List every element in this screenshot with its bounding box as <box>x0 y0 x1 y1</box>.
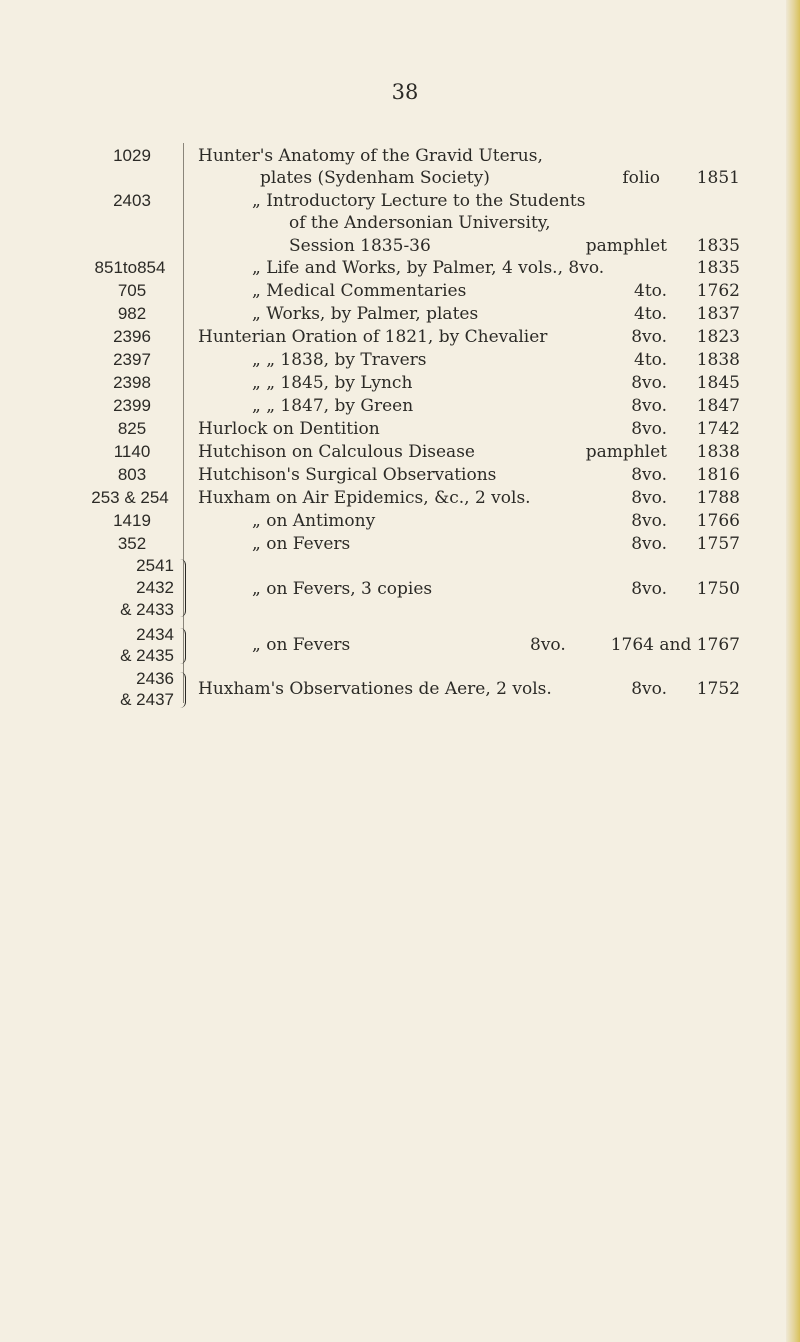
catalog-number: 2398 <box>113 373 151 392</box>
entry-year: 1757 <box>696 534 740 554</box>
entry-title: „ „ 1845, by Lynch <box>252 373 413 393</box>
catalog-number: 2397 <box>113 350 151 369</box>
entry-title: „ Medical Commentaries <box>252 281 467 301</box>
entry-title: „ „ 1847, by Green <box>252 396 414 416</box>
catalog-number: 2436 <box>136 669 174 688</box>
catalog-number: 253 & 254 <box>91 488 169 507</box>
entry-year: 1851 <box>696 168 740 188</box>
entry-format: 4to. <box>634 281 667 301</box>
entry-year: 1835 <box>696 258 740 278</box>
catalog-number: 705 <box>117 281 147 300</box>
entry-title: Hunter's Anatomy of the Gravid Uterus, <box>198 146 543 166</box>
brace-mark <box>175 628 186 664</box>
entry-year: 1764 and 1767 <box>610 635 740 655</box>
entry-year: 1837 <box>696 304 740 324</box>
catalog-number: 2396 <box>113 327 151 346</box>
catalog-number-group <box>86 555 186 625</box>
entry-title-continued: Session 1835-36 <box>289 236 431 256</box>
entry-title: „ on Fevers, 3 copies <box>252 579 433 599</box>
catalog-number: 2434 <box>136 625 174 644</box>
entry-year: 1752 <box>696 679 740 699</box>
entry-year: 1838 <box>696 350 740 370</box>
entry-title-continued: of the Andersonian University, <box>289 213 551 233</box>
entry-title: Hunterian Oration of 1821, by Chevalier <box>198 327 548 347</box>
entry-title: „ Works, by Palmer, plates <box>252 304 479 324</box>
brace-mark <box>175 672 186 708</box>
catalog-number: 982 <box>117 304 147 323</box>
entry-title: „ on Fevers <box>252 635 351 655</box>
catalog-number: & 2435 <box>120 646 174 665</box>
catalog-number: & 2437 <box>120 690 174 709</box>
entry-title-continued: plates (Sydenham Society) <box>260 168 490 188</box>
entry-title: „ Life and Works, by Palmer, 4 vols., 8vo. <box>252 258 605 278</box>
entry-year: 1766 <box>696 511 740 531</box>
entry-format: 8vo. <box>631 534 667 554</box>
catalog-number: 352 <box>117 534 147 553</box>
entry-format: 8vo. <box>530 635 566 655</box>
entry-year: 1816 <box>696 465 740 485</box>
catalog-number: 825 <box>117 419 147 438</box>
brace-mark <box>175 559 186 617</box>
catalog-number: 2432 <box>136 578 174 597</box>
catalog-number: 851to854 <box>94 258 166 277</box>
entry-format: 8vo. <box>631 511 667 531</box>
entry-format: pamphlet <box>585 442 667 462</box>
entry-format: 4to. <box>634 350 667 370</box>
entry-format: folio <box>622 168 660 188</box>
entry-format: pamphlet <box>585 236 667 256</box>
entry-format: 4to. <box>634 304 667 324</box>
entry-year: 1847 <box>696 396 740 416</box>
page-number: 38 <box>391 80 419 104</box>
catalog-number: 2399 <box>113 396 151 415</box>
catalog-number: 1140 <box>113 442 151 461</box>
entry-format: 8vo. <box>631 396 667 416</box>
entry-year: 1788 <box>696 488 740 508</box>
entry-year: 1762 <box>696 281 740 301</box>
catalog-number: 1029 <box>113 146 151 165</box>
catalog-number: 2403 <box>113 191 151 210</box>
entry-title: „ Introductory Lecture to the Students <box>252 191 586 211</box>
entry-format: 8vo. <box>631 327 667 347</box>
entry-title: Hurlock on Dentition <box>198 419 380 439</box>
catalog-number-group <box>86 624 186 670</box>
entry-year: 1823 <box>696 327 740 347</box>
entry-format: 8vo. <box>631 465 667 485</box>
catalog-number-group <box>86 668 186 714</box>
entry-format: 8vo. <box>631 419 667 439</box>
entry-format: 8vo. <box>631 579 667 599</box>
entry-title: Huxham's Observationes de Aere, 2 vols. <box>198 679 552 699</box>
entry-year: 1750 <box>696 579 740 599</box>
catalog-number: 1419 <box>113 511 151 530</box>
entry-title: Huxham on Air Epidemics, &c., 2 vols. <box>198 488 531 508</box>
catalog-number: 2541 <box>136 556 174 575</box>
entry-year: 1742 <box>696 419 740 439</box>
entry-year: 1835 <box>696 236 740 256</box>
entry-title: Hutchison on Calculous Disease <box>198 442 475 462</box>
entry-format: 8vo. <box>631 488 667 508</box>
entry-year: 1845 <box>696 373 740 393</box>
entry-title: „ „ 1838, by Travers <box>252 350 427 370</box>
entry-title: „ on Fevers <box>252 534 351 554</box>
catalog-number: 803 <box>117 465 147 484</box>
entry-format: 8vo. <box>631 373 667 393</box>
catalog-number: & 2433 <box>120 600 174 619</box>
entry-year: 1838 <box>696 442 740 462</box>
entry-format: 8vo. <box>631 679 667 699</box>
entry-title: „ on Antimony <box>252 511 376 531</box>
entry-title: Hutchison's Surgical Observations <box>198 465 497 485</box>
